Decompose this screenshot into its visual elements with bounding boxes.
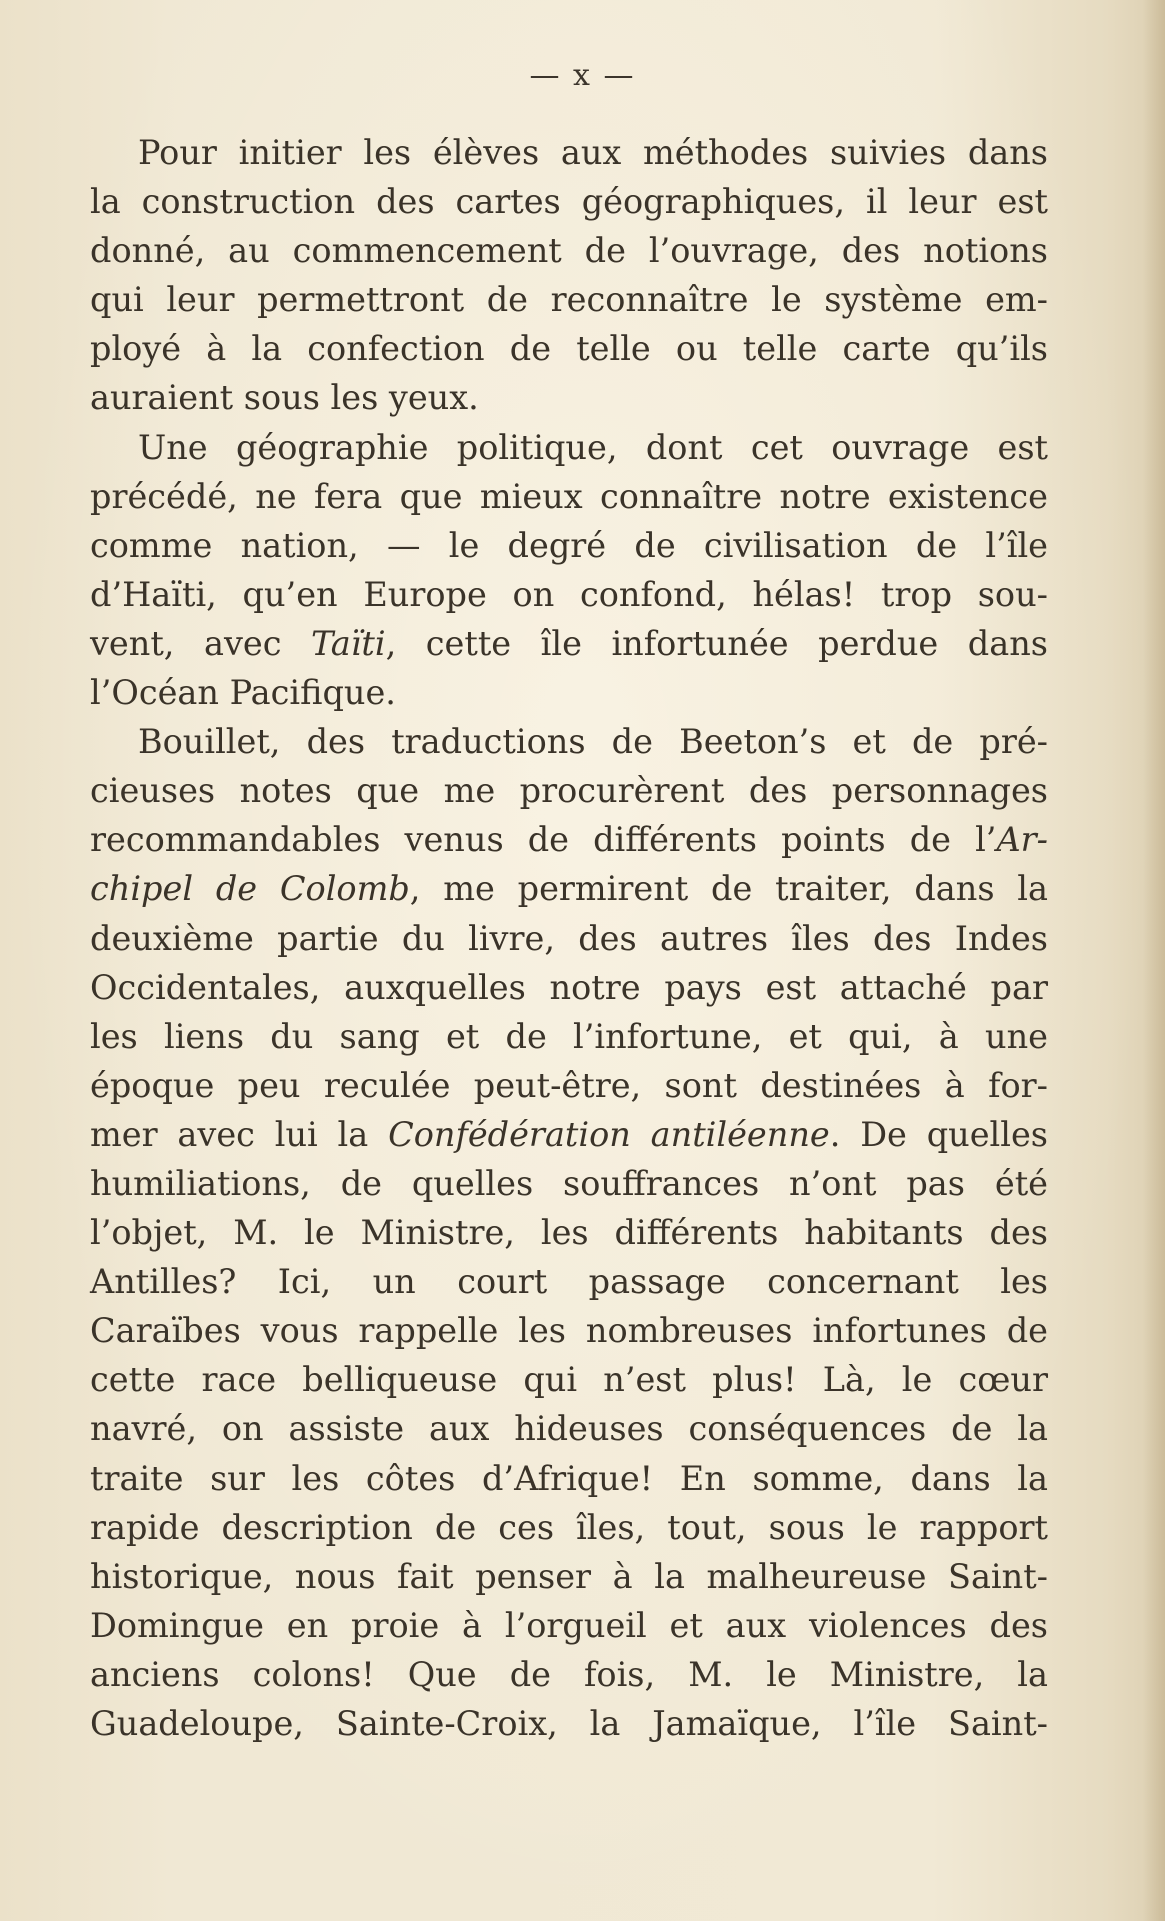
- text-line: [90, 619, 1048, 668]
- text-segment: vent, avec: [90, 623, 311, 663]
- page-number: — x —: [529, 58, 636, 93]
- text-line: Occidentales, auxquelles notre pays est attaché par: [90, 967, 1048, 1007]
- text-line: cette race belliqueuse qui n’est plus! Là, le cœur: [90, 1360, 1048, 1400]
- italic-text: Ar-: [996, 820, 1048, 860]
- text-segment: mer avec lui la: [90, 1114, 389, 1154]
- text-line: [90, 815, 1048, 864]
- text-line: Antilles? Ici, un court passage concernant les: [90, 1262, 1048, 1302]
- text-line: la construction des cartes géographiques, il leur est: [90, 182, 1048, 222]
- italic-text: Confédération antiléenne: [388, 1114, 830, 1154]
- text-line: époque peu reculée peut-être, sont destinées à for-: [90, 1065, 1048, 1105]
- text-line: l’Océan Pacifique.: [90, 673, 396, 713]
- text-line: [90, 1110, 1048, 1159]
- text-line: deuxième partie du livre, des autres îles des Indes: [90, 918, 1048, 958]
- page-edge-shadow: [1143, 0, 1165, 1921]
- text-line: qui leur permettront de reconnaître le système em-: [90, 280, 1048, 320]
- text-line: d’Haïti, qu’en Europe on confond, hélas! trop sou-: [90, 574, 1048, 614]
- text-line: navré, on assiste aux hideuses conséquences de la: [90, 1409, 1048, 1449]
- text-line: humiliations, de quelles souffrances n’ont pas été: [90, 1163, 1048, 1203]
- text-line: Domingue en proie à l’orgueil et aux violences des: [90, 1605, 1048, 1645]
- text-line: anciens colons! Que de fois, M. le Ministre, la: [90, 1654, 1048, 1694]
- body-text: [90, 128, 1048, 1748]
- text-line: les liens du sang et de l’infortune, et qui, à une: [90, 1016, 1048, 1056]
- text-line: comme nation, — le degré de civilisation de l’île: [90, 525, 1048, 565]
- text-line: précédé, ne fera que mieux connaître notre existence: [90, 476, 1048, 516]
- text-segment: recommandables venus de différents points de l’: [90, 820, 997, 860]
- text-line: Bouillet, des traductions de Beeton’s et de pré-: [138, 722, 1048, 762]
- text-line: donné, au commencement de l’ouvrage, des notions: [90, 231, 1048, 271]
- text-line: Une géographie politique, dont cet ouvrage est: [138, 427, 1048, 467]
- text-line: Guadeloupe, Sainte-Croix, la Jamaïque, l’île Saint-: [90, 1704, 1048, 1743]
- text-segment: , cette île infortunée perdue dans: [385, 623, 1048, 663]
- italic-text: Taïti: [311, 623, 386, 663]
- text-line: traite sur les côtes d’Afrique! En somme, dans la: [90, 1458, 1048, 1498]
- text-line: rapide description de ces îles, tout, sous le rapport: [90, 1507, 1048, 1547]
- italic-text: chipel de Colomb: [90, 869, 410, 909]
- text-line: cieuses notes que me procurèrent des personnages: [90, 771, 1048, 811]
- text-line: historique, nous fait penser à la malheureuse Saint-: [90, 1556, 1048, 1596]
- text-line: [90, 864, 1048, 913]
- text-line: Pour initier les élèves aux méthodes suivies dans: [138, 133, 1048, 172]
- text-segment: , me permirent de traiter, dans la: [409, 869, 1048, 909]
- text-line: ployé à la confection de telle ou telle carte qu’ils: [90, 329, 1048, 369]
- text-line: Caraïbes vous rappelle les nombreuses infortunes de: [90, 1311, 1048, 1351]
- text-segment: . De quelles: [829, 1114, 1048, 1154]
- text-line: l’objet, M. le Ministre, les différents habitants des: [90, 1213, 1048, 1253]
- text-line: auraient sous les yeux.: [90, 378, 479, 418]
